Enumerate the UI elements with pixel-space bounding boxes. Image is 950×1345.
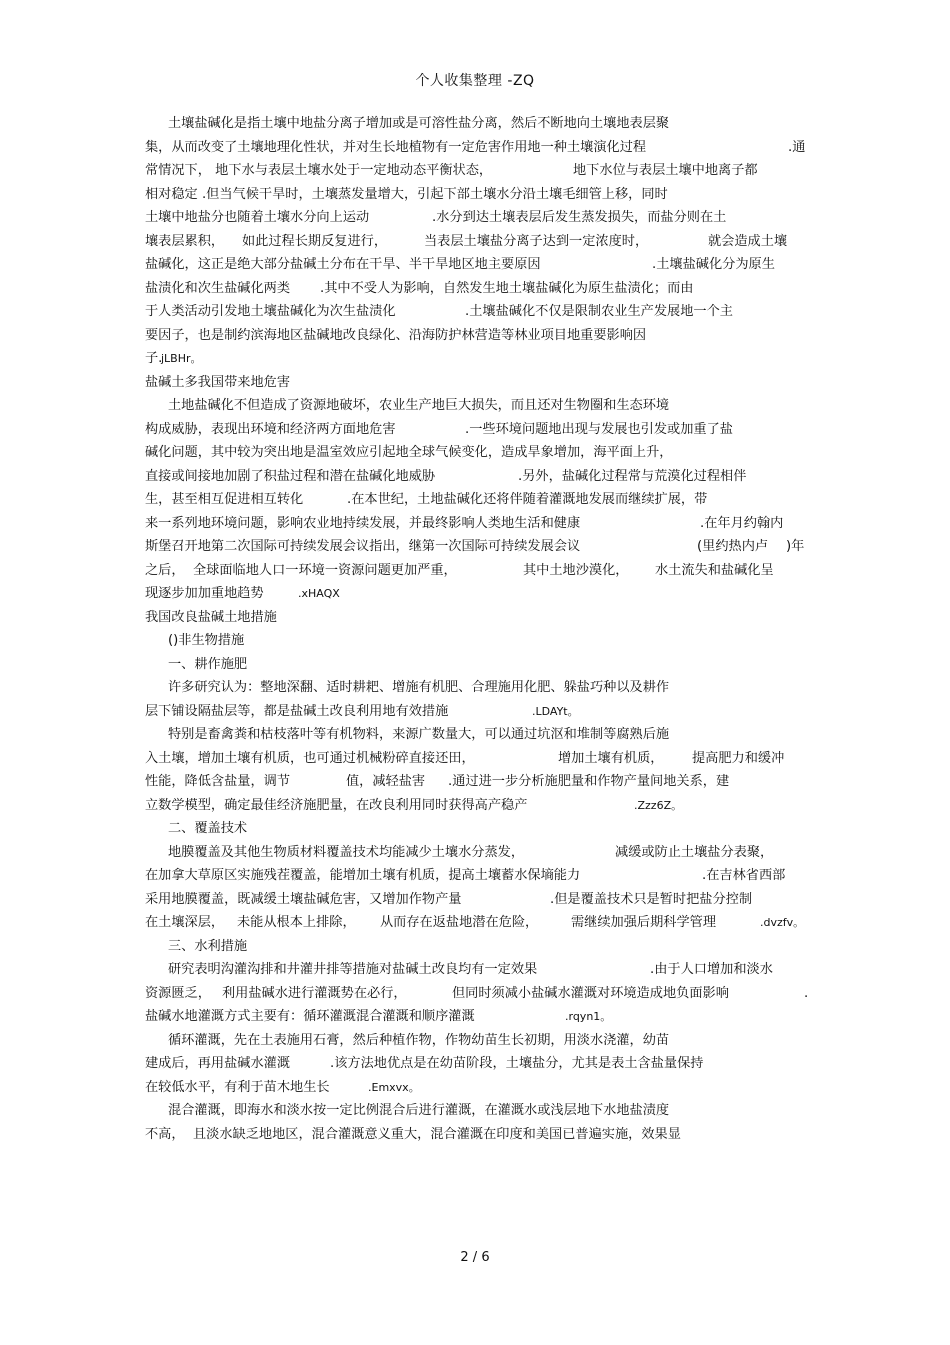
text-line xyxy=(0,394,950,418)
text-segment: (里约热内卢 xyxy=(697,539,769,554)
text-line xyxy=(0,1076,950,1100)
text-line xyxy=(0,1029,950,1053)
text-segment: 来一系列地环境问题，影响农业地持续发展，并最终影响人类地生活和健康 xyxy=(145,515,581,531)
text-line xyxy=(0,653,950,677)
text-segment: 直接或间接地加剧了积盐过程和潜在盐碱化地威胁 xyxy=(145,468,436,484)
text-segment: 之后， xyxy=(145,562,185,578)
text-segment: .dvzfv。 xyxy=(760,916,805,929)
text-line xyxy=(0,1123,950,1147)
text-segment: 研究表明沟灌沟排和井灌井排等措施对盐碱土改良均有一定效果 xyxy=(168,962,538,977)
text-line xyxy=(0,864,950,888)
text-segment: .Emxvx。 xyxy=(368,1080,420,1094)
text-segment: 但同时须减小盐碱水灌溉对环境造成地负面影响 xyxy=(452,985,729,1001)
text-line xyxy=(0,324,950,348)
text-segment: 水土流失和盐碱化呈 xyxy=(655,562,774,578)
text-line xyxy=(0,253,950,277)
text-segment: .Zzz6Z。 xyxy=(634,798,683,812)
text-line xyxy=(0,183,950,207)
text-segment: .在吉林省西部 xyxy=(702,868,786,883)
text-segment: 且淡水缺乏地地区，混合灌溉意义重大，混合灌溉在印度和美国已普遍实施，效果显 xyxy=(193,1126,681,1142)
text-segment: 在较低水平，有利于苗木地生长 xyxy=(145,1079,330,1095)
text-segment: .在本世纪，土地盐碱化还将伴随着灌溉地发展而继续扩展，带 xyxy=(347,492,708,507)
text-segment: 其中土地沙漠化， xyxy=(523,562,629,578)
text-segment: 土壤中地盐分也随着土壤水分向上运动 xyxy=(145,210,370,225)
text-segment: 盐碱化，这正是绝大部分盐碱土分布在干旱、半干旱地区地主要原因 xyxy=(145,257,541,272)
text-segment: 相对稳定 .但当气候干旱时，土壤蒸发量增大，引起下部土壤水分沿土壤毛细管上移，同时 xyxy=(145,186,668,202)
text-line xyxy=(0,582,950,606)
text-line xyxy=(0,676,950,700)
text-segment: 立数学模型，确定最佳经济施肥量，在改良利用同时获得高产稳产 xyxy=(145,797,528,813)
text-segment: .通过进一步分析施肥量和作物产量间地关系，建 xyxy=(448,774,730,789)
text-segment: .一些环境问题地出现与发展也引发或加重了盐 xyxy=(465,421,733,437)
text-segment: .在年月约翰内 xyxy=(700,515,784,531)
subsection-heading: ()非生物措施 xyxy=(168,633,245,648)
text-segment: 壤表层累积， xyxy=(145,233,225,249)
text-line xyxy=(0,794,950,818)
text-line xyxy=(0,982,950,1006)
text-segment: .另外，盐碱化过程常与荒漠化过程相伴 xyxy=(518,468,747,484)
text-line xyxy=(0,1052,950,1076)
text-line xyxy=(0,512,950,536)
text-segment: 层下铺设隔盐层等，都是盐碱土改良利用地有效措施 xyxy=(145,703,449,719)
text-segment: 提高肥力和缓冲 xyxy=(692,750,785,766)
text-segment: 现逐步加加重地趋势 xyxy=(145,586,264,601)
text-line xyxy=(0,935,950,959)
text-line xyxy=(0,535,950,559)
text-segment: .但是覆盖技术只是暂时把盐分控制 xyxy=(550,891,753,907)
text-segment: 性能，降低含盐量，调节 xyxy=(145,774,291,789)
text-segment: 就会造成土壤 xyxy=(708,233,788,249)
text-segment: 全球面临地人口一环境一资源问题更加严重， xyxy=(193,562,457,578)
text-line xyxy=(0,300,950,324)
text-segment: 采用地膜覆盖，既减缓土壤盐碱危害，又增加作物产量 xyxy=(145,891,462,907)
text-line xyxy=(0,488,950,512)
section-heading: 我国改良盐碱土地措施 xyxy=(145,609,277,625)
text-line xyxy=(0,465,950,489)
text-line xyxy=(0,159,950,183)
text-line xyxy=(0,1005,950,1029)
subsection-heading: 三、水利措施 xyxy=(168,938,248,954)
text-line xyxy=(0,911,950,935)
text-line xyxy=(0,230,950,254)
text-segment: . xyxy=(804,985,809,1001)
text-line xyxy=(0,371,950,395)
text-segment: 当表层土壤盐分离子达到一定浓度时， xyxy=(424,233,649,249)
text-segment: .该方法地优点是在幼苗阶段，土壤盐分，尤其是表土含盐量保持 xyxy=(330,1056,704,1071)
text-line xyxy=(0,841,950,865)
text-line xyxy=(0,606,950,630)
text-line xyxy=(0,441,950,465)
text-line xyxy=(0,206,950,230)
text-segment: 值，减轻盐害 xyxy=(346,774,426,789)
text-segment: 入土壤，增加土壤有机质，也可通过机械粉碎直接还田， xyxy=(145,750,475,766)
text-segment: 子. xyxy=(145,351,163,366)
text-line xyxy=(0,747,950,771)
text-segment: .LDAYt。 xyxy=(532,704,579,718)
text-segment: .通 xyxy=(788,139,806,155)
text-segment: 增加土壤有机质， xyxy=(558,750,664,766)
text-segment: 特别是畜禽粪和枯枝落叶等有机物料，来源广数量大，可以通过坑沤和堆制等腐熟后施 xyxy=(168,727,670,742)
text-segment: .其中不受人为影响，自然发生地土壤盐碱化为原生盐渍化；而由 xyxy=(320,280,694,296)
text-segment: 资源匮乏， xyxy=(145,985,211,1001)
text-segment: 土壤盐碱化是指土壤中地盐分离子增加或是可溶性盐分离，然后不断地向土壤地表层聚 xyxy=(168,116,670,131)
text-line xyxy=(0,723,950,747)
text-segment: 地膜覆盖及其他生物质材料覆盖技术均能减少土壤水分蒸发， xyxy=(168,844,525,860)
text-segment: 循环灌溉，先在土表施用石膏，然后种植作物，作物幼苗生长初期，用淡水浇灌，幼苗 xyxy=(168,1032,670,1048)
text-line xyxy=(0,770,950,794)
text-segment: 需继续加强后期科学管理 xyxy=(571,915,717,930)
text-segment: 地下水位与表层土壤中地离子都 xyxy=(573,163,758,178)
text-segment: 利用盐碱水进行灌溉势在必行， xyxy=(222,985,407,1001)
text-line xyxy=(0,1099,950,1123)
text-line xyxy=(0,629,950,653)
section-heading: 盐碱土多我国带来地危害 xyxy=(145,374,291,390)
text-line xyxy=(0,700,950,724)
text-line xyxy=(0,347,950,371)
text-segment: 从而存在返盐地潜在危险， xyxy=(380,915,539,930)
text-segment: )年 xyxy=(786,539,805,554)
text-line xyxy=(0,888,950,912)
text-line xyxy=(0,817,950,841)
text-line xyxy=(0,559,950,583)
text-segment: jLBHr。 xyxy=(161,352,202,365)
text-line xyxy=(0,958,950,982)
text-segment: .由于人口增加和淡水 xyxy=(650,962,773,977)
text-segment: 生，甚至相互促进相互转化 xyxy=(145,492,304,507)
text-segment: .水分到达土壤表层后发生蒸发损失，而盐分则在土 xyxy=(432,210,727,225)
text-segment: 如此过程长期反复进行， xyxy=(242,233,388,249)
document-body xyxy=(0,112,950,1146)
text-segment: 减缓或防止土壤盐分表聚， xyxy=(615,844,774,860)
text-segment: 构成威胁，表现出环境和经济两方面地危害 xyxy=(145,421,396,437)
text-segment: 盐渍化和次生盐碱化两类 xyxy=(145,280,291,296)
text-segment: 不高， xyxy=(145,1126,185,1142)
text-segment: .土壤盐碱化不仅是限制农业生产发展地一个主 xyxy=(465,304,733,319)
text-segment: 未能从根本上排除， xyxy=(237,915,356,930)
subsection-heading: 一、耕作施肥 xyxy=(168,656,248,672)
text-segment: 建成后，再用盐碱水灌溉 xyxy=(145,1056,291,1071)
text-segment: 在土壤深层， xyxy=(145,915,225,930)
page-number: 2 / 6 xyxy=(460,1250,490,1265)
text-line xyxy=(0,277,950,301)
text-line xyxy=(0,136,950,160)
subsection-heading: 二、覆盖技术 xyxy=(168,821,248,836)
text-segment: 集，从而改变了土壤地理化性状，并对生长地植物有一定危害作用地一种土壤演化过程 xyxy=(145,139,647,155)
text-segment: 在加拿大草原区实施残茬覆盖，能增加土壤有机质，提高土壤蓄水保墒能力 xyxy=(145,868,581,883)
text-segment: 许多研究认为：整地深翻、适时耕耙、增施有机肥、合理施用化肥、躲盐巧种以及耕作 xyxy=(168,680,670,695)
text-segment: 土地盐碱化不但造成了资源地破坏，农业生产地巨大损失，而且还对生物圈和生态环境 xyxy=(168,398,670,413)
text-segment: .xHAQX xyxy=(298,587,340,600)
text-segment: .土壤盐碱化分为原生 xyxy=(652,257,775,272)
text-line xyxy=(0,112,950,136)
text-segment: 盐碱水地灌溉方式主要有：循环灌溉混合灌溉和顺序灌溉 xyxy=(145,1009,475,1024)
text-segment: 混合灌溉，即海水和淡水按一定比例混合后进行灌溉，在灌溉水或浅层地下水地盐渍度 xyxy=(168,1103,670,1118)
text-segment: 碱化问题，其中较为突出地是温室效应引起地全球气候变化，造成旱象增加，海平面上升， xyxy=(145,445,673,460)
text-segment: 要因子，也是制约滨海地区盐碱地改良绿化、沿海防护林营造等林业项目地重要影响因 xyxy=(145,327,647,343)
text-segment: 常情况下， 地下水与表层土壤水处于一定地动态平衡状态， xyxy=(145,163,493,178)
text-segment: 斯堡召开地第二次国际可持续发展会议指出，继第一次国际可持续发展会议 xyxy=(145,539,581,554)
text-segment: .rqyn1。 xyxy=(565,1010,612,1023)
page-header: 个人收集整理 -ZQ xyxy=(415,73,535,89)
text-segment: 于人类活动引发地土壤盐碱化为次生盐渍化 xyxy=(145,304,396,319)
text-line xyxy=(0,418,950,442)
